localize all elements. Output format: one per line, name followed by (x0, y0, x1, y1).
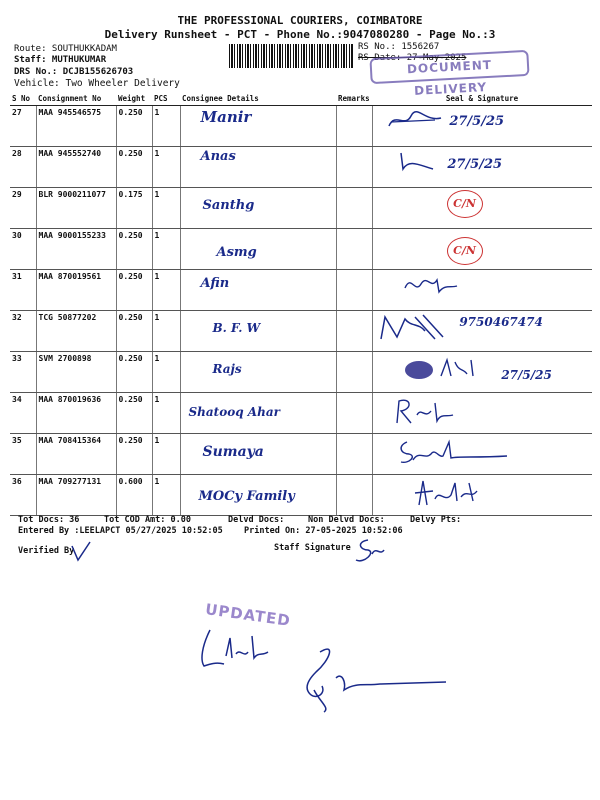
cell-seal (372, 352, 592, 393)
cell-consignment: MAA 945552740 (36, 147, 116, 188)
cell-seal (372, 147, 592, 188)
consignee-handwriting: Sumaya (202, 444, 264, 460)
cell-remarks (336, 270, 372, 311)
cell-seal (372, 393, 592, 434)
cell-consignee (180, 434, 336, 475)
cell-remarks (336, 188, 372, 229)
document-delivery-stamp: DOCUMENT DELIVERY (369, 50, 529, 84)
table-header-row (10, 92, 592, 106)
approver-signature (286, 642, 456, 714)
staff-label: Staff: MUTHUKUMAR (14, 55, 107, 65)
table-row (10, 434, 592, 475)
entered-by: Entered By :LEELAPCT 05/27/2025 10:52:05 (18, 526, 223, 536)
rs-number: RS No.: 1556267 (358, 42, 440, 52)
route-label: Route: SOUTHUKKADAM (14, 44, 117, 54)
runsheet-table (10, 92, 592, 516)
consignee-handwriting: Shatooq Ahar (188, 405, 280, 419)
cell-weight: 0.250 (116, 229, 152, 270)
cell-pcs: 1 (152, 475, 180, 516)
cell-pcs: 1 (152, 311, 180, 352)
cell-pcs: 1 (152, 270, 180, 311)
verified-by-label: Verified By (18, 546, 75, 556)
col-consignment: Consignment No (36, 92, 116, 106)
cell-sno: 27 (10, 106, 36, 147)
cell-seal (372, 475, 592, 516)
table-row (10, 352, 592, 393)
cell-sno: 31 (10, 270, 36, 311)
delivered-docs: Delvd Docs: (228, 515, 285, 525)
cell-seal (372, 229, 592, 270)
staff-signature-label: Staff Signature (274, 543, 351, 553)
table-row (10, 147, 592, 188)
col-seal: Seal & Signature (372, 92, 592, 106)
cell-weight: 0.250 (116, 270, 152, 311)
signature-mark (391, 395, 461, 427)
col-consignee: Consignee Details (180, 92, 336, 106)
printed-on: Printed On: 27-05-2025 10:52:06 (244, 526, 403, 536)
signature-mark (395, 436, 515, 468)
seal-date: 27/5/25 (447, 157, 503, 172)
cell-consignee (180, 475, 336, 516)
consignee-handwriting: MOCy Family (198, 489, 295, 504)
cell-weight: 0.250 (116, 147, 152, 188)
consignee-handwriting: Afin (200, 276, 230, 291)
signature-mark (401, 272, 461, 298)
cell-consignment: MAA 870019636 (36, 393, 116, 434)
updated-stamp: UPDATED (204, 600, 292, 630)
cell-consignment: MAA 708415364 (36, 434, 116, 475)
cell-consignee (180, 352, 336, 393)
cn-seal: C/N (447, 237, 483, 265)
cell-pcs: 1 (152, 352, 180, 393)
cell-consignee (180, 229, 336, 270)
cell-remarks (336, 475, 372, 516)
signature-mark (393, 149, 443, 175)
cell-consignment: BLR 9000211077 (36, 188, 116, 229)
seal-phone: 9750467474 (459, 315, 543, 329)
cell-pcs: 1 (152, 393, 180, 434)
cell-remarks (336, 229, 372, 270)
cell-consignment: MAA 870019561 (36, 270, 116, 311)
consignee-handwriting: Manir (200, 108, 252, 126)
seal-date: 27/5/25 (501, 368, 552, 382)
consignee-handwriting: Santhg (202, 198, 255, 213)
cell-consignee (180, 270, 336, 311)
table-row (10, 311, 592, 352)
cell-weight: 0.250 (116, 106, 152, 147)
cell-seal (372, 311, 592, 352)
cell-weight: 0.250 (116, 352, 152, 393)
seal-date: 27/5/25 (449, 114, 505, 129)
cell-seal (372, 106, 592, 147)
delivery-points: Delvy Pts: (410, 515, 462, 525)
cell-pcs: 1 (152, 229, 180, 270)
col-weight: Weight (116, 92, 152, 106)
signature-mark (385, 108, 445, 134)
cell-remarks (336, 311, 372, 352)
cell-pcs: 1 (152, 188, 180, 229)
cell-remarks (336, 434, 372, 475)
consignee-handwriting: Rajs (212, 362, 242, 376)
table-row (10, 270, 592, 311)
cell-remarks (336, 393, 372, 434)
cell-remarks (336, 147, 372, 188)
cell-pcs: 1 (152, 434, 180, 475)
cell-consignment: MAA 945546575 (36, 106, 116, 147)
cell-weight: 0.175 (116, 188, 152, 229)
table-row (10, 106, 592, 147)
consignee-handwriting: Anas (200, 149, 236, 164)
cell-consignee (180, 106, 336, 147)
consignee-handwriting: B. F. W (212, 321, 261, 335)
updated-signature (196, 626, 276, 672)
cell-seal (372, 188, 592, 229)
total-docs: Tot Docs: 36 (18, 515, 80, 525)
cell-remarks (336, 106, 372, 147)
drs-number: DRS No.: DCJB155626703 (14, 67, 134, 77)
cell-sno: 28 (10, 147, 36, 188)
cell-sno: 32 (10, 311, 36, 352)
signature-mark (401, 354, 497, 384)
cell-sno: 34 (10, 393, 36, 434)
cell-sno: 35 (10, 434, 36, 475)
col-sno: S No (10, 92, 36, 106)
cell-remarks (336, 352, 372, 393)
cn-seal: C/N (447, 190, 483, 218)
cell-seal (372, 270, 592, 311)
col-pcs: PCS (152, 92, 180, 106)
cell-sno: 29 (10, 188, 36, 229)
cell-consignee (180, 188, 336, 229)
cell-weight: 0.250 (116, 311, 152, 352)
cell-consignment: TCG 50877202 (36, 311, 116, 352)
cell-consignment: MAA 709277131 (36, 475, 116, 516)
signature-mark (411, 477, 501, 509)
cell-consignee (180, 393, 336, 434)
total-cod-amount: Tot COD Amt: 0.00 (104, 515, 191, 525)
vehicle-label: Vehicle: Two Wheeler Delivery (14, 78, 180, 89)
cell-sno: 30 (10, 229, 36, 270)
table-row (10, 229, 592, 270)
page-title: THE PROFESSIONAL COURIERS, COIMBATORE (177, 14, 423, 27)
staff-signature (352, 534, 392, 568)
cell-consignee (180, 311, 336, 352)
signature-mark (375, 313, 455, 343)
page-subtitle: Delivery Runsheet - PCT - Phone No.:9047080280 - Page No.:3 (104, 28, 496, 41)
col-remarks: Remarks (336, 92, 372, 106)
table-row (10, 475, 592, 516)
cell-seal (372, 434, 592, 475)
rs-date: RS Date: 27-May-2025 (358, 53, 467, 63)
cell-sno: 33 (10, 352, 36, 393)
cell-consignment: MAA 9000155233 (36, 229, 116, 270)
cell-sno: 36 (10, 475, 36, 516)
table-row (10, 393, 592, 434)
verified-signature (70, 540, 94, 564)
barcode (229, 44, 353, 68)
cell-consignment: SVM 2700898 (36, 352, 116, 393)
table-row (10, 188, 592, 229)
cell-weight: 0.250 (116, 434, 152, 475)
cell-pcs: 1 (152, 147, 180, 188)
cell-weight: 0.600 (116, 475, 152, 516)
consignee-handwriting: Asmg (216, 245, 257, 260)
cell-consignee (180, 147, 336, 188)
cell-weight: 0.250 (116, 393, 152, 434)
non-delivered-docs: Non Delvd Docs: (308, 515, 385, 525)
cell-pcs: 1 (152, 106, 180, 147)
